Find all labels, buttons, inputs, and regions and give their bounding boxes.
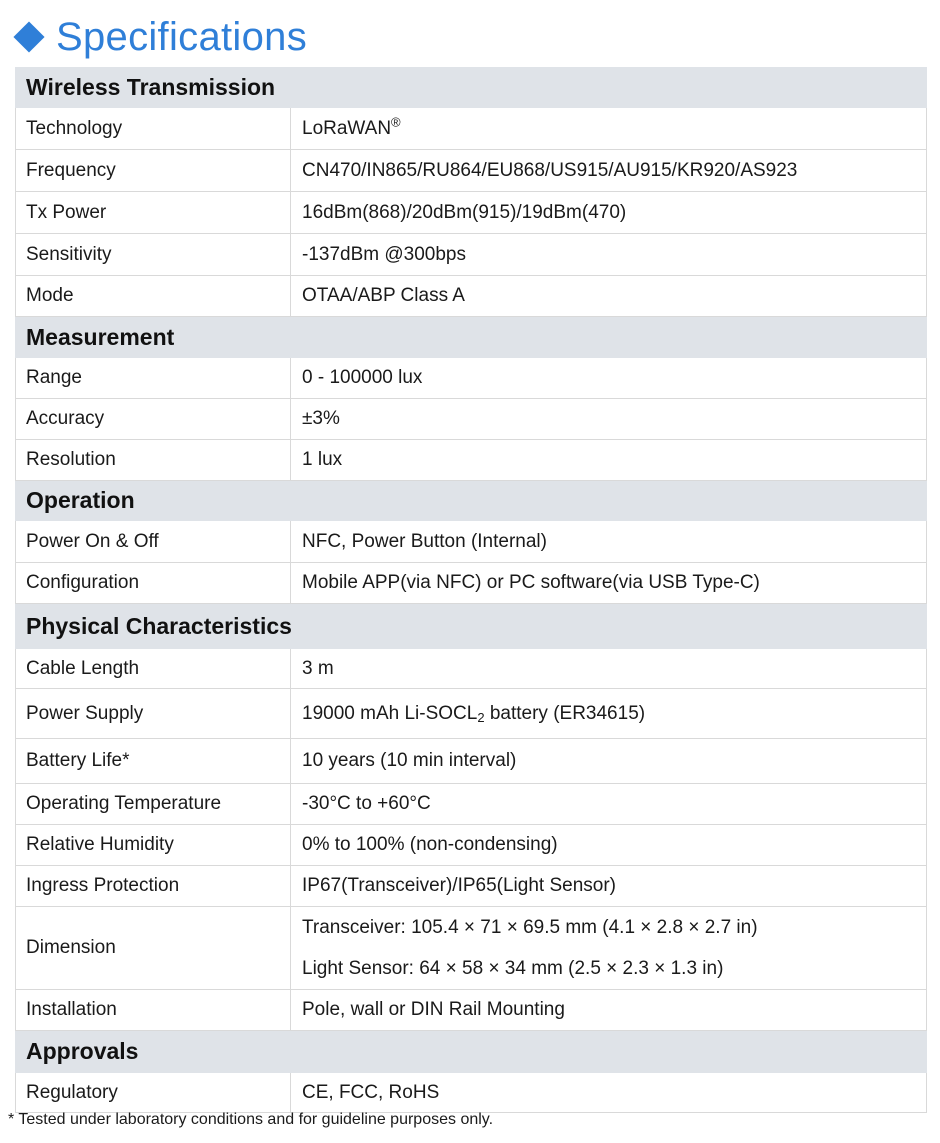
table-row — [16, 990, 927, 1031]
spec-value: 0 - 100000 lux — [291, 358, 927, 399]
spec-label: Installation — [16, 990, 291, 1031]
table-row — [16, 649, 927, 689]
spec-value: 16dBm(868)/20dBm(915)/19dBm(470) — [291, 192, 927, 234]
spec-label: Range — [16, 358, 291, 399]
spec-value-line: Transceiver: 105.4 × 71 × 69.5 mm (4.1 × 2.8 × 2.7 in) — [302, 917, 758, 938]
spec-label: Cable Length — [16, 649, 291, 689]
spec-value — [291, 907, 927, 990]
table-row — [16, 440, 927, 481]
section-header — [16, 68, 927, 108]
spec-label: Battery Life* — [16, 739, 291, 784]
spec-value: -30°C to +60°C — [291, 784, 927, 825]
spec-label: Sensitivity — [16, 234, 291, 276]
spec-label: Power On & Off — [16, 521, 291, 563]
table-row — [16, 276, 927, 317]
table-row — [16, 399, 927, 440]
table-row — [16, 689, 927, 739]
table-row — [16, 1073, 927, 1113]
spec-value: IP67(Transceiver)/IP65(Light Sensor) — [291, 866, 927, 907]
section-header — [16, 317, 927, 358]
table-row — [16, 358, 927, 399]
spec-value: ±3% — [291, 399, 927, 440]
spec-label: Regulatory — [16, 1073, 291, 1113]
spec-value-text: battery (ER34615) — [484, 702, 646, 724]
footnote: * Tested under laboratory conditions and for guideline purposes only. — [8, 1111, 494, 1128]
spec-value: Pole, wall or DIN Rail Mounting — [291, 990, 927, 1031]
section-header — [16, 604, 927, 649]
spec-value — [291, 689, 927, 739]
section-title: Approvals — [16, 1031, 927, 1073]
section-title: Physical Characteristics — [16, 604, 927, 649]
section-title: Measurement — [16, 317, 927, 358]
spec-label: Configuration — [16, 563, 291, 604]
section-title: Operation — [16, 481, 927, 521]
spec-label: Technology — [16, 108, 291, 150]
spec-value: -137dBm @300bps — [291, 234, 927, 276]
spec-value: CE, FCC, RoHS — [291, 1073, 927, 1113]
table-row — [16, 825, 927, 866]
spec-label: Tx Power — [16, 192, 291, 234]
spec-value — [291, 108, 927, 150]
spec-label: Power Supply — [16, 689, 291, 739]
registered-mark: ® — [391, 114, 401, 130]
spec-label: Relative Humidity — [16, 825, 291, 866]
spec-value: 1 lux — [291, 440, 927, 481]
spec-value: Mobile APP(via NFC) or PC software(via USB Type-C) — [291, 563, 927, 604]
table-row — [16, 108, 927, 150]
table-row — [16, 739, 927, 784]
table-row — [16, 784, 927, 825]
table-row — [16, 192, 927, 234]
spec-table — [15, 67, 927, 1113]
table-row — [16, 563, 927, 604]
spec-value: 0% to 100% (non-condensing) — [291, 825, 927, 866]
spec-value-text: LoRaWAN — [302, 117, 392, 139]
subscript: 2 — [477, 709, 485, 725]
spec-label: Operating Temperature — [16, 784, 291, 825]
spec-value-text: 19000 mAh Li-SOCL — [302, 702, 478, 724]
table-row — [16, 907, 927, 990]
table-row — [16, 521, 927, 563]
spec-label: Accuracy — [16, 399, 291, 440]
table-row — [16, 866, 927, 907]
spec-value-line: Light Sensor: 64 × 58 × 34 mm (2.5 × 2.3 × 1.3 in) — [302, 958, 724, 979]
spec-label: Resolution — [16, 440, 291, 481]
section-header — [16, 481, 927, 521]
spec-value: CN470/IN865/RU864/EU868/US915/AU915/KR920/AS923 — [291, 150, 927, 192]
diamond-icon — [13, 21, 44, 52]
spec-label: Frequency — [16, 150, 291, 192]
spec-label: Mode — [16, 276, 291, 317]
page-title-text: Specifications — [56, 14, 307, 59]
spec-label: Ingress Protection — [16, 866, 291, 907]
spec-value: OTAA/ABP Class A — [291, 276, 927, 317]
table-row — [16, 150, 927, 192]
section-header — [16, 1031, 927, 1073]
spec-label: Dimension — [16, 907, 291, 990]
spec-value: NFC, Power Button (Internal) — [291, 521, 927, 563]
table-row — [16, 234, 927, 276]
page-title — [12, 12, 307, 62]
section-title: Wireless Transmission — [16, 68, 927, 108]
spec-value: 3 m — [291, 649, 927, 689]
spec-value: 10 years (10 min interval) — [291, 739, 927, 784]
